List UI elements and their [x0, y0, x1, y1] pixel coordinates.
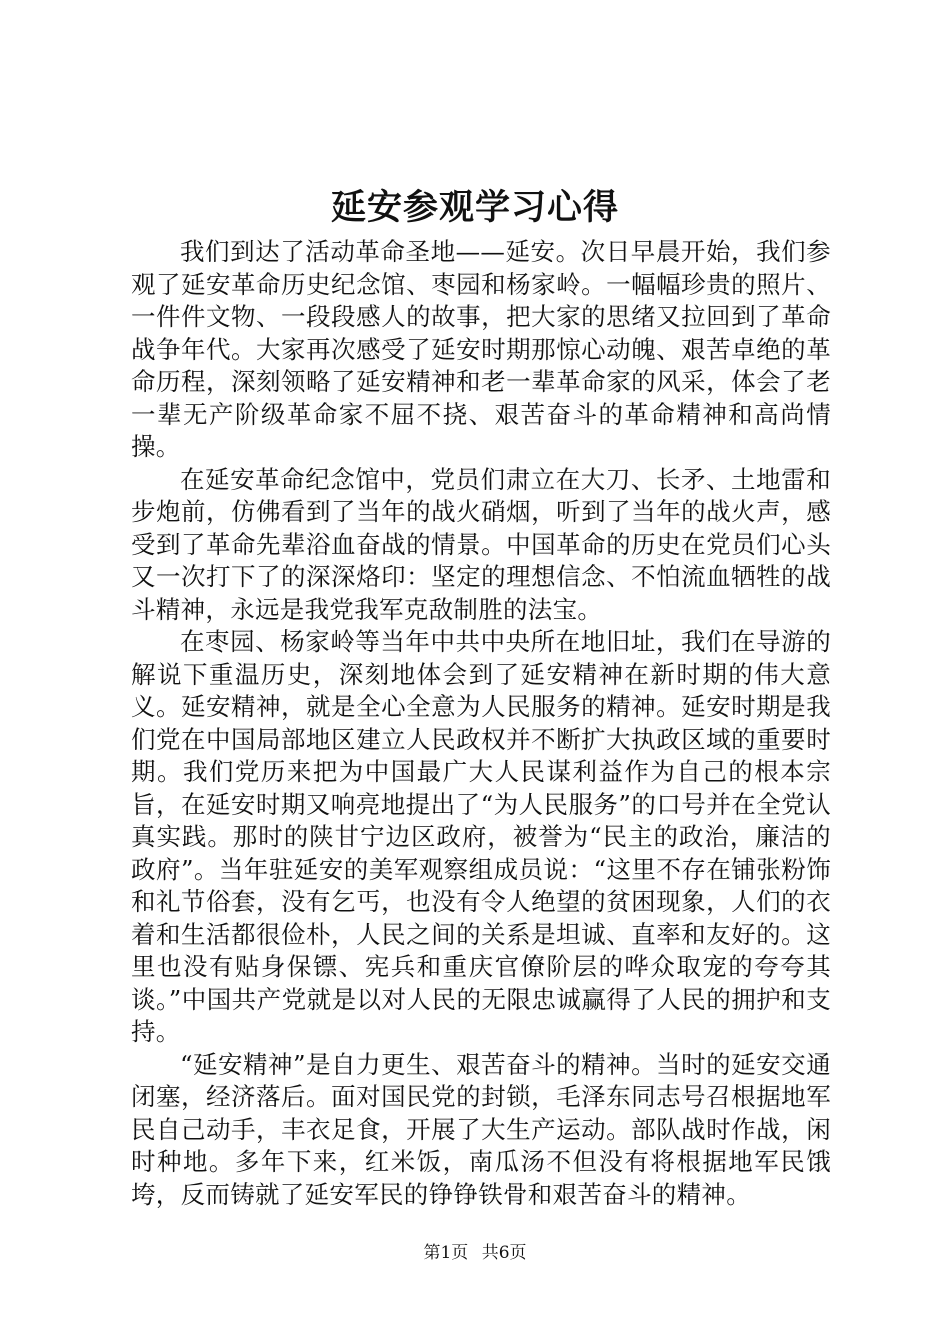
page-number: 第1页 [423, 1243, 469, 1263]
page-total: 共6页 [481, 1243, 527, 1263]
page-footer [0, 1241, 950, 1265]
paragraph: 在延安革命纪念馆中，党员们肃立在大刀、长矛、土地雷和步炮前，仿佛看到了当年的战火硝烟，听到了当年的战火声，感受到了革命先辈浴血奋战的情景。中国革命的历史在党员们心头又一次打下了的深深烙印：坚定的理想信念、不怕流血牺牲的战斗精神，永远是我党我军克敌制胜的法宝。 [131, 464, 831, 624]
document-title: 延安参观学习心得 [330, 187, 619, 228]
document-body [131, 236, 831, 1211]
paragraph: 我们到达了活动革命圣地——延安。次日早晨开始，我们参观了延安革命历史纪念馆、枣园和杨家岭。一幅幅珍贵的照片、一件件文物、一段段感人的故事，把大家的思绪又拉回到了革命战争年代。大家再次感受了延安时期那惊心动魄、艰苦卓绝的革命历程，深刻领略了延安精神和老一辈革命家的风采，体会了老一辈无产阶级革命家不屈不挠、艰苦奋斗的革命精神和高尚情操。 [131, 237, 831, 461]
paragraph: 在枣园、杨家岭等当年中共中央所在地旧址，我们在导游的解说下重温历史，深刻地体会到了延安精神在新时期的伟大意义。延安精神，就是全心全意为人民服务的精神。延安时期是我们党在中国局部地区建立人民政权并不断扩大执政区域的重要时期。我们党历来把为中国最广大人民谋利益作为自己的根本宗旨，在延安时期又响亮地提出了“为人民服务”的口号并在全党认真实践。那时的陕甘宁边区政府，被誉为“民主的政治，廉洁的政府”。当年驻延安的美军观察组成员说：“这里不存在铺张粉饰和礼节俗套，没有乞丐，也没有令人绝望的贫困现象，人们的衣着和生活都很俭朴，人民之间的关系是坦诚、直率和友好的。这里也没有贴身保镖、宪兵和重庆官僚阶层的哗众取宠的夸夸其谈。”中国共产党就是以对人民的无限忠诚赢得了人民的拥护和支持。 [131, 627, 831, 1046]
paragraph: “延安精神”是自力更生、艰苦奋斗的精神。当时的延安交通闭塞，经济落后。面对国民党的封锁，毛泽东同志号召根据地军民自己动手，丰衣足食，开展了大生产运动。部队战时作战，闲时种地。多年下来，红米饭，南瓜汤不但没有将根据地军民饿垮，反而铸就了延安军民的铮铮铁骨和艰苦奋斗的精神。 [131, 1049, 831, 1209]
